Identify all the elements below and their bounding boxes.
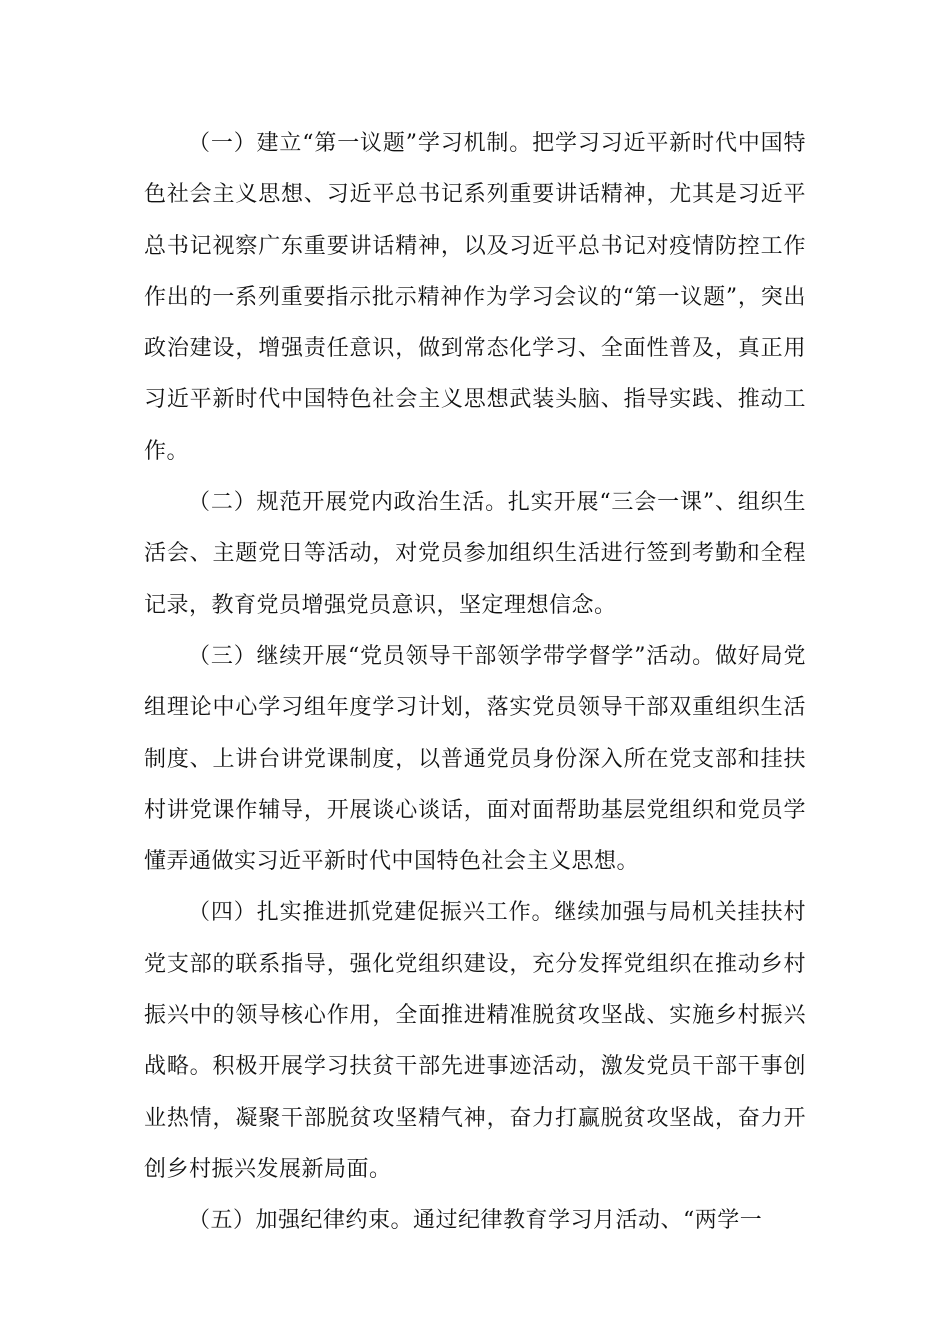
document-body (144, 118, 806, 1247)
paragraph-1: （一）建立“第一议题”学习机制。把学习习近平新时代中国特色社会主义思想、习近平总书记系列重要讲话精神，尤其是习近平总书记视察广东重要讲话精神，以及习近平总书记对疫情防控工作作出的一系列重要指示批示精神作为学习会议的“第一议题”，突出政治建设，增强责任意识，做到常态化学习、全面性普及，真正用习近平新时代中国特色社会主义思想武装头脑、指导实践、推动工作。 (144, 131, 806, 464)
paragraph-5: （五）加强纪律约束。通过纪律教育学习月活动、“两学一 (188, 1208, 763, 1234)
paragraph-2: （二）规范开展党内政治生活。扎实开展“三会一课”、组织生活会、主题党日等活动，对党员参加组织生活进行签到考勤和全程记录，教育党员增强党员意识，坚定理想信念。 (144, 490, 806, 618)
paragraph-4: （四）扎实推进抓党建促振兴工作。继续加强与局机关挂扶村党支部的联系指导，强化党组织建设，充分发挥党组织在推动乡村振兴中的领导核心作用，全面推进精准脱贫攻坚战、实施乡村振兴战略。积极开展学习扶贫干部先进事迹活动，激发党员干部干事创业热情，凝聚干部脱贫攻坚精气神，奋力打赢脱贫攻坚战，奋力开创乡村振兴发展新局面。 (144, 900, 806, 1182)
paragraph-3: （三）继续开展“党员领导干部领学带学督学”活动。做好局党组理论中心学习组年度学习计划，落实党员领导干部双重组织生活制度、上讲台讲党课制度，以普通党员身份深入所在党支部和挂扶村讲党课作辅导，开展谈心谈话，面对面帮助基层党组织和党员学懂弄通做实习近平新时代中国特色社会主义思想。 (144, 643, 806, 875)
